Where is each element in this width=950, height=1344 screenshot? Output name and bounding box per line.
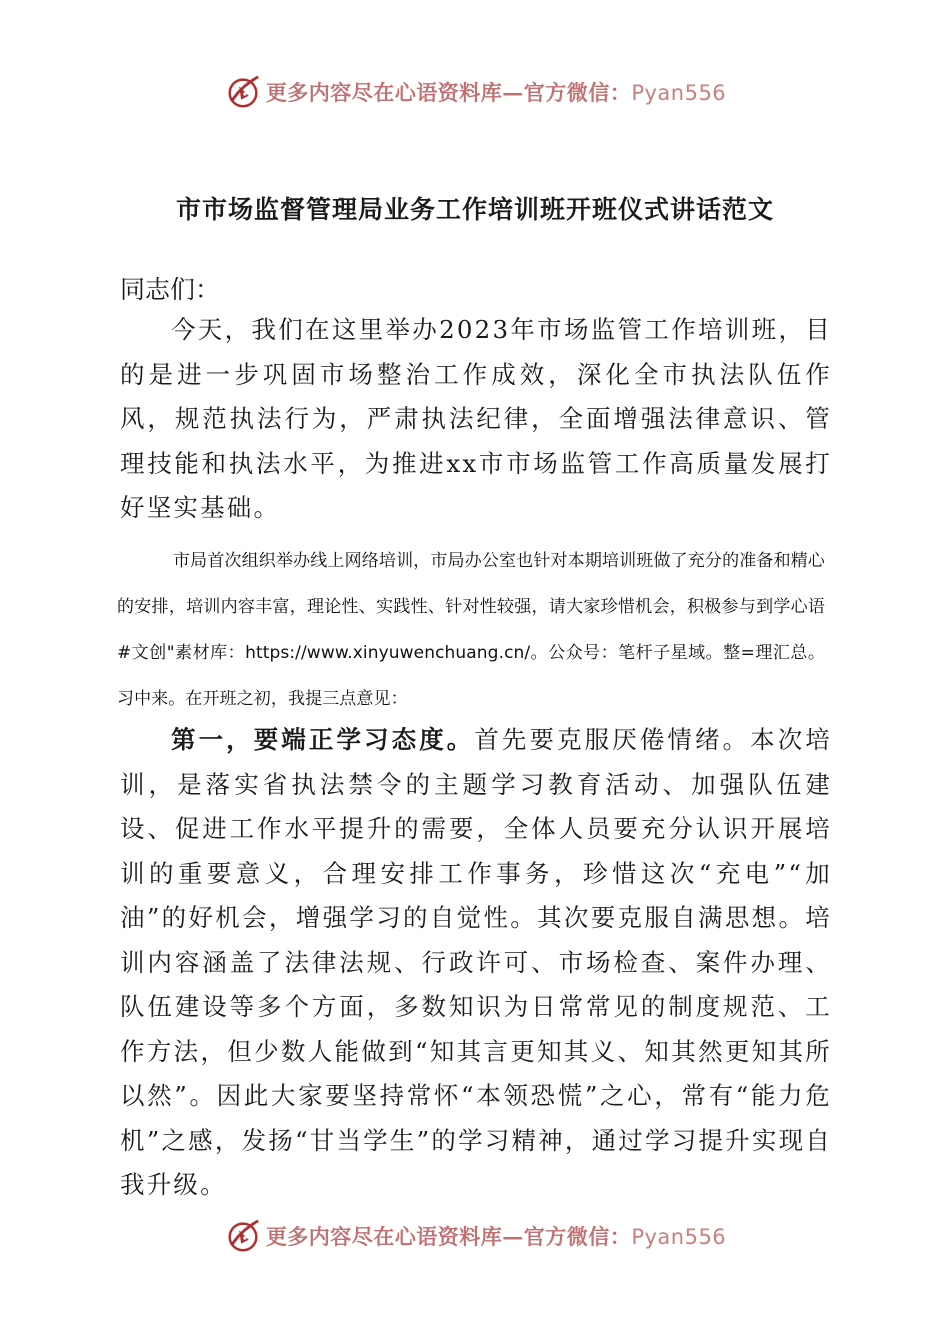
pen-nib-logo-icon: [224, 73, 262, 111]
header-watermark-banner: [0, 70, 950, 114]
salutation: 同志们：: [120, 275, 221, 304]
first-point-heading: 第一，要端正学习态度。: [171, 725, 475, 754]
banner-slogan: 更多内容尽在心语资料库—官方微信：: [265, 80, 632, 105]
paragraph-arrangement: 市局首次组织举办线上网络培训，市局办公室也针对本期培训班做了充分的准备和精心的安排，培训内容丰富，理论性、实践性、针对性较强，请大家珍惜机会，积极参与到学心语#文创"素材库：https://www.xinyuwenchuang.cn/。公众号：笔杆子星域。整=理汇总。习中来。在开班之初，我提三点意见：: [117, 551, 825, 709]
banner-wechat-id: Pyan556: [631, 1225, 727, 1249]
banner-wechat-id: Pyan556: [631, 81, 727, 105]
document-title: 市市场监督管理局业务工作培训班开班仪式讲话范文: [175, 195, 774, 224]
first-point-body: 首先要克服厌倦情绪。本次培训，是落实省执法禁令的主题学习教育活动、加强队伍建设、促进工作水平提升的需要，全体人员要充分认识开展培训的重要意义，合理安排工作事务，珍惜这次“充电”“加油”的好机会，增强学习的自觉性。其次要克服自满思想。培训内容涵盖了法律法规、行政许可、市场检查、案件办理、队伍建设等多个方面，多数知识为日常常见的制度规范、工作方法，但少数人能做到“知其言更知其义、知其然更知其所以然”。因此大家要坚持常怀“本领恐慌”之心，常有“能力危机”之感，发扬“甘当学生”的学习精神，通过学习提升实现自我升级。: [120, 725, 832, 1199]
paragraph-first-point: [120, 718, 832, 1208]
footer-watermark-banner: [0, 1214, 950, 1258]
paragraph-intro: 今天，我们在这里举办2023年市场监管工作培训班，目的是进一步巩固市场整治工作成效，深化全市执法队伍作风，规范执法行为，严肃执法纪律，全面增强法律意识、管理技能和执法水平，为推进xx市市场监管工作高质量发展打好坚实基础。: [120, 315, 832, 522]
pen-nib-logo-icon: [224, 1217, 262, 1255]
banner-slogan: 更多内容尽在心语资料库—官方微信：: [265, 1224, 632, 1249]
